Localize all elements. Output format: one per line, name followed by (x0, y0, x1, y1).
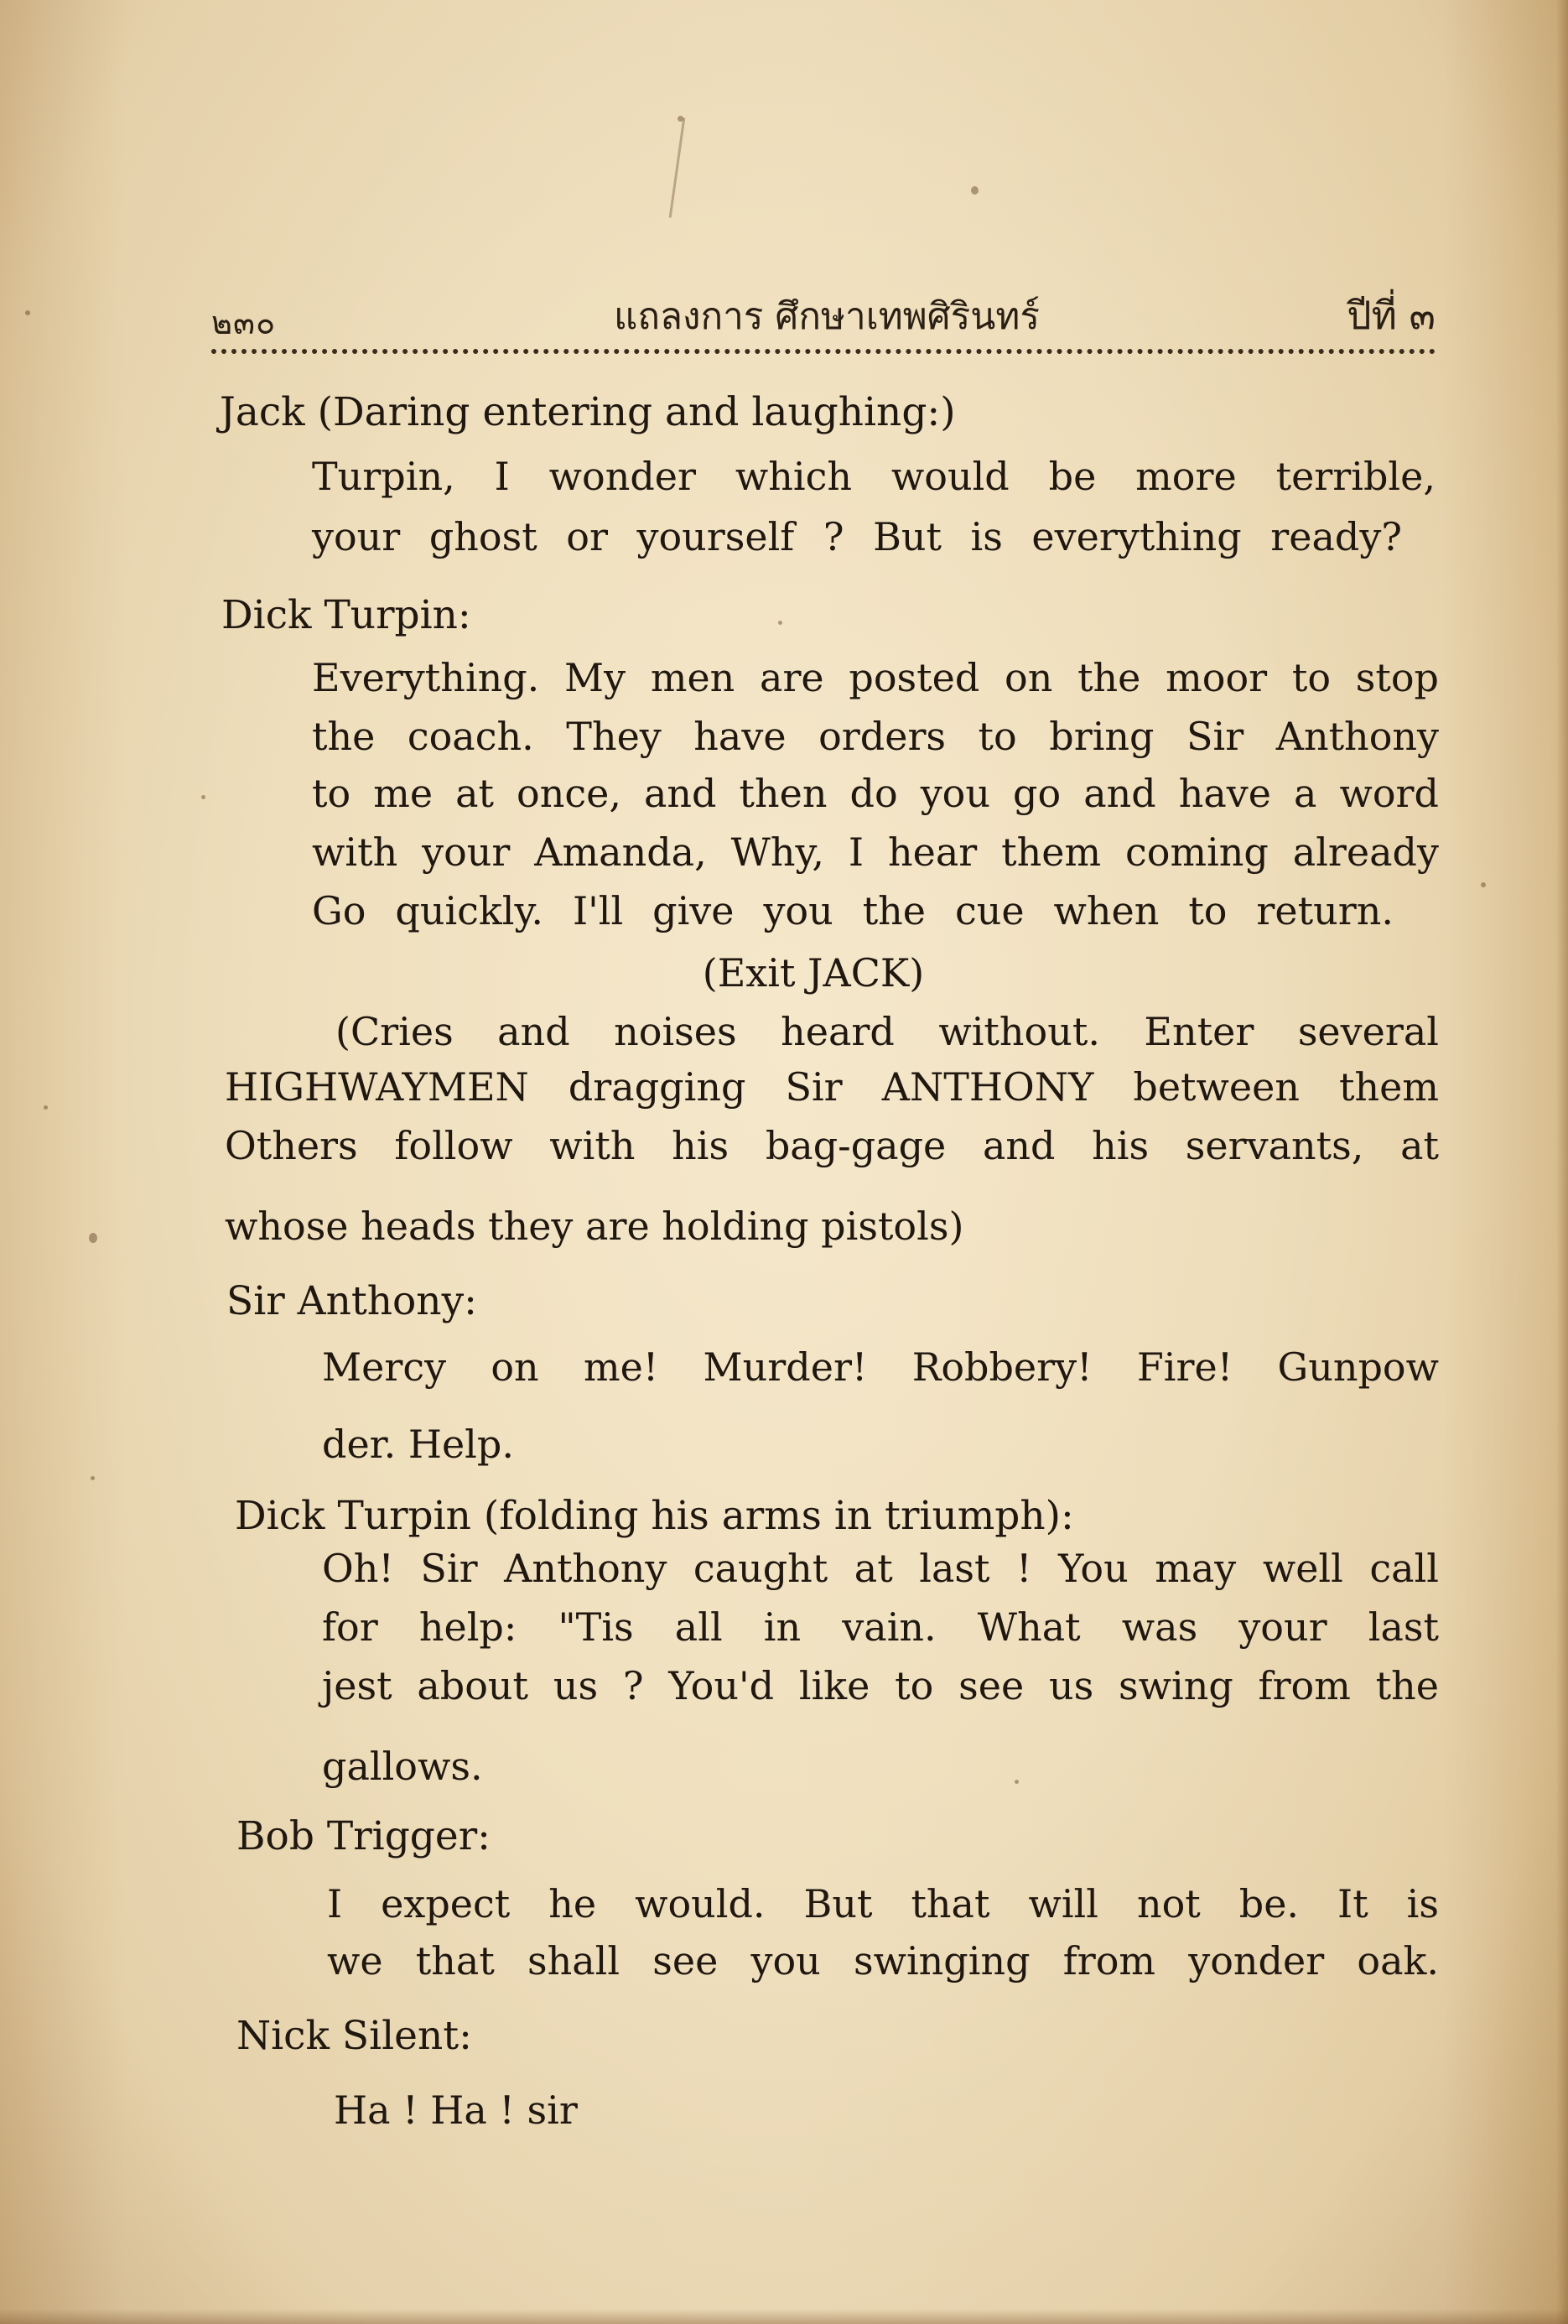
page-header (211, 277, 1436, 344)
stage-direction-line: Others follow with his bag-gage and his servants, at (225, 1123, 1439, 1168)
dialogue-line: Mercy on me! Murder! Robbery! Fire! Gunpow (322, 1344, 1439, 1390)
dialogue-line: the coach. They have orders to bring Sir Anthony (312, 714, 1439, 759)
paper-speck (778, 621, 782, 625)
stage-direction-line: (Cries and noises heard without. Enter several (335, 1009, 1439, 1054)
dialogue-line: Go quickly. I'll give you the cue when to return. (312, 888, 1394, 933)
paper-speck (201, 795, 205, 799)
page-edge-shadow-right (1556, 0, 1568, 2324)
paper-speck (25, 310, 30, 315)
dialogue-line: Ha ! Ha ! sir (334, 2087, 578, 2133)
stage-direction-dick-turpin-triumph: Dick Turpin (folding his arms in triumph): (235, 1493, 1074, 1539)
dialogue-line: gallows. (322, 1744, 483, 1789)
speaker-sir-anthony: Sir Anthony: (226, 1278, 477, 1324)
running-title: แถลงการ ศึกษาเทพศิรินทร์ (614, 295, 1041, 338)
header-rule (211, 349, 1436, 354)
act-label: ปีที่ ๓ (1347, 293, 1436, 338)
dialogue-line: to me at once, and then do you go and have a word (312, 771, 1439, 816)
paper-speck (1015, 1780, 1019, 1784)
stage-direction-line: HIGHWAYMEN dragging Sir ANTHONY between them (225, 1064, 1439, 1110)
paper-speck (678, 116, 683, 122)
paper-speck (1481, 882, 1486, 887)
stage-direction-line: whose heads they are holding pistols) (225, 1204, 964, 1249)
dialogue-line: jest about us ? You'd like to see us swing from the (322, 1663, 1439, 1708)
paper-speck (91, 1476, 95, 1480)
dialogue-line: Everything. My men are posted on the moor to stop (312, 655, 1439, 700)
speaker-dick-turpin: Dick Turpin: (221, 592, 471, 638)
paper-speck (971, 186, 979, 195)
dialogue-line: Oh! Sir Anthony caught at last ! You may well call (322, 1546, 1439, 1591)
dialogue-line: we that shall see you swinging from yonder oak. (327, 1938, 1439, 1983)
page-number: ๒๓๐ (211, 304, 277, 341)
stage-direction-exit-jack: (Exit JACK) (702, 950, 925, 996)
stage-direction-jack-entering: Jack (Daring entering and laughing:) (220, 389, 956, 435)
paper-speck (89, 1233, 97, 1243)
speaker-nick-silent: Nick Silent: (236, 2013, 472, 2059)
page-edge-shadow-bottom (0, 2309, 1568, 2324)
dialogue-line: your ghost or yourself ? But is everything ready? (312, 514, 1402, 559)
dialogue-line: with your Amanda, Why, I hear them coming already (312, 829, 1439, 875)
dialogue-line: for help: "Tis all in vain. What was your last (322, 1604, 1439, 1650)
dialogue-line: der. Help. (322, 1422, 514, 1467)
paper-scratch (669, 117, 686, 217)
dialogue-line: I expect he would. But that will not be. It is (327, 1881, 1439, 1926)
speaker-bob-trigger: Bob Trigger: (236, 1813, 491, 1859)
dialogue-line: Turpin, I wonder which would be more terrible, (312, 454, 1436, 499)
paper-speck (44, 1105, 48, 1110)
